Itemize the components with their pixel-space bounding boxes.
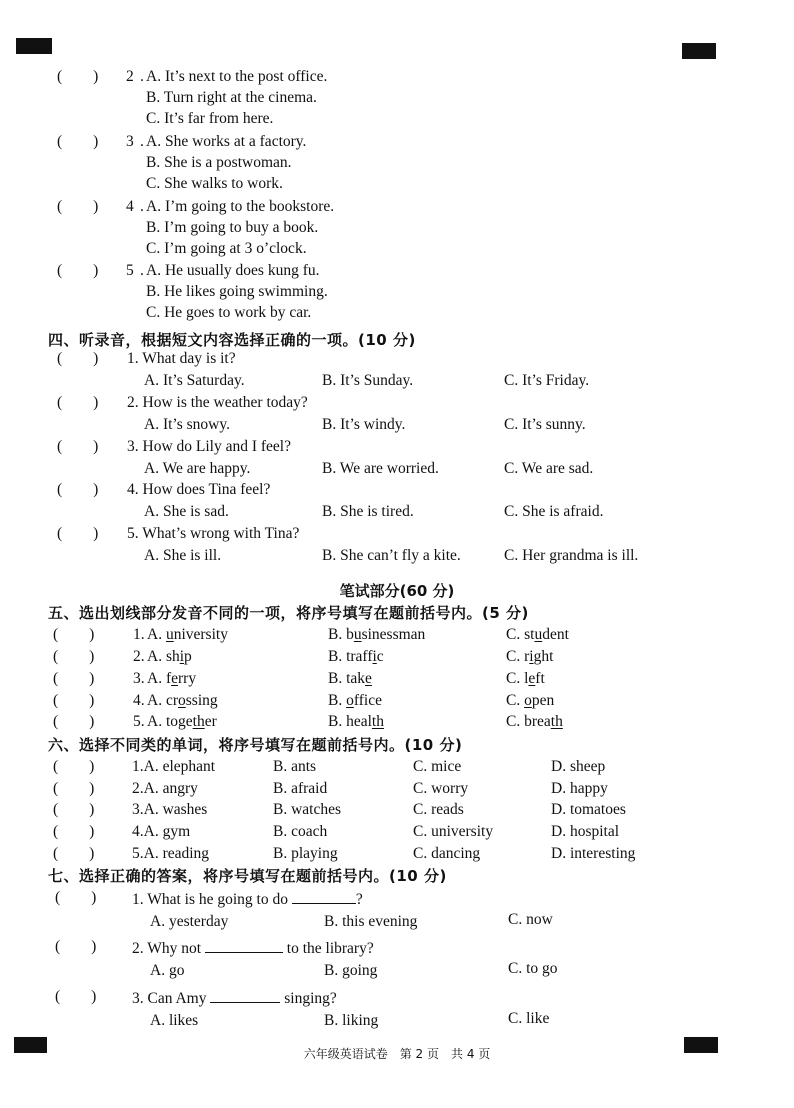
registration-mark-top-right <box>682 43 716 59</box>
option-c: C. student <box>506 626 569 643</box>
option-c: C. It’s far from here. <box>146 110 274 127</box>
option-b: B. She is a postwoman. <box>146 154 292 171</box>
answer-bracket[interactable]: ( ) <box>53 648 95 665</box>
option-a: . <box>140 68 144 85</box>
option-c: C. We are sad. <box>504 460 594 477</box>
question-stem: 1. What is he going to do <box>132 891 288 908</box>
option-b: B. liking <box>324 1012 379 1029</box>
option-a: A. likes <box>150 1012 199 1029</box>
option-a: A. He usually does kung fu. <box>146 262 320 279</box>
answer-bracket[interactable]: ( ) <box>57 350 99 367</box>
option-b: B. businessman <box>328 626 426 643</box>
question-stem-end: to the library? <box>286 940 374 957</box>
option-a: A. go <box>150 962 185 979</box>
question-stem-end: ? <box>355 891 363 908</box>
option-a: A. It’s next to the post office. <box>146 68 328 85</box>
question-text: 3. How do Lily and I feel? <box>127 438 291 455</box>
option-a: 1.A. elephant <box>132 758 216 775</box>
option-a: . <box>140 262 144 279</box>
question-text <box>132 988 337 1008</box>
option-a: A. It’s snowy. <box>144 416 230 433</box>
question-number: 4 <box>126 198 134 215</box>
option-c: C. right <box>506 648 554 665</box>
option-a: 5.A. reading <box>132 845 210 862</box>
answer-bracket[interactable]: ( ) <box>53 823 95 840</box>
answer-bracket[interactable]: ( ) <box>57 525 99 542</box>
option-a: A. It’s Saturday. <box>144 372 245 389</box>
answer-blank[interactable] <box>292 889 356 904</box>
question-number: 5. <box>133 713 145 730</box>
option-c: C. It’s Friday. <box>504 372 590 389</box>
option-c: C. dancing <box>413 845 481 862</box>
answer-blank[interactable] <box>210 988 280 1003</box>
option-d: D. sheep <box>551 758 606 775</box>
option-a: A. She is sad. <box>144 503 229 520</box>
option-d: D. tomatoes <box>551 801 626 818</box>
option-b: B. ants <box>273 758 317 775</box>
option-a: A. ship <box>147 648 192 665</box>
option-b: B. watches <box>273 801 342 818</box>
option-b: B. She can’t fly a kite. <box>322 547 461 564</box>
written-part-title: 笔试部分(60 分) <box>339 582 455 600</box>
option-b: B. this evening <box>324 913 418 930</box>
question-text <box>132 889 363 909</box>
answer-bracket[interactable]: ( ) <box>53 801 95 818</box>
answer-bracket[interactable]: ( ) <box>55 889 97 906</box>
option-b: B. afraid <box>273 780 328 797</box>
option-c: C. worry <box>413 780 469 797</box>
option-a: A. ferry <box>147 670 197 687</box>
option-b: B. It’s Sunday. <box>322 372 414 389</box>
option-c: C. He goes to work by car. <box>146 304 312 321</box>
question-text: 2. How is the weather today? <box>127 394 308 411</box>
option-b: B. office <box>328 692 382 709</box>
option-c: C. left <box>506 670 545 687</box>
option-a: 2.A. angry <box>132 780 198 797</box>
question-number: 2 <box>126 68 134 85</box>
option-a: A. yesterday <box>150 913 229 930</box>
section-7-title: 七、选择正确的答案，将序号填写在题前括号内。(10 分) <box>48 867 447 885</box>
answer-bracket[interactable]: ( ) <box>53 845 95 862</box>
option-c: C. university <box>413 823 494 840</box>
answer-bracket[interactable]: ( ) <box>57 481 99 498</box>
question-stem-end: singing? <box>284 990 337 1007</box>
answer-bracket[interactable]: ( ) <box>53 626 95 643</box>
registration-mark-top-left <box>16 38 52 54</box>
option-c: C. Her grandma is ill. <box>504 547 639 564</box>
answer-bracket[interactable]: ( ) <box>57 68 99 85</box>
option-a: . <box>140 133 144 150</box>
option-b: B. She is tired. <box>322 503 414 520</box>
section-5-title: 五、选出划线部分发音不同的一项，将序号填写在题前括号内。(5 分) <box>48 604 529 622</box>
option-a: A. She is ill. <box>144 547 222 564</box>
option-b: B. traffic <box>328 648 384 665</box>
option-c: C. to go <box>508 960 558 977</box>
option-a: A. I’m going to the bookstore. <box>146 198 335 215</box>
answer-bracket[interactable]: ( ) <box>57 438 99 455</box>
answer-bracket[interactable]: ( ) <box>53 713 95 730</box>
question-text: 1. What day is it? <box>127 350 236 367</box>
option-b: B. going <box>324 962 378 979</box>
option-a: A. We are happy. <box>144 460 251 477</box>
answer-blank[interactable] <box>205 938 283 953</box>
option-c: C. breath <box>506 713 563 730</box>
answer-bracket[interactable]: ( ) <box>57 198 99 215</box>
option-b: B. He likes going swimming. <box>146 283 328 300</box>
answer-bracket[interactable]: ( ) <box>57 394 99 411</box>
question-number: 5 <box>126 262 134 279</box>
option-c: C. reads <box>413 801 464 818</box>
option-a: A. together <box>147 713 217 730</box>
option-a: . <box>140 198 144 215</box>
option-c: C. I’m going at 3 o’clock. <box>146 240 307 257</box>
question-number: 3 <box>126 133 134 150</box>
page-footer: 六年级英语试卷 第 2 页 共 4 页 <box>303 1047 491 1061</box>
answer-bracket[interactable]: ( ) <box>53 692 95 709</box>
option-b: B. playing <box>273 845 338 862</box>
option-b: B. We are worried. <box>322 460 439 477</box>
option-c: C. open <box>506 692 555 709</box>
question-number: 3. <box>133 670 145 687</box>
question-stem: 3. Can Amy <box>132 990 207 1007</box>
answer-bracket[interactable]: ( ) <box>57 262 99 279</box>
question-text: 5. What’s wrong with Tina? <box>127 525 300 542</box>
option-c: C. It’s sunny. <box>504 416 586 433</box>
answer-bracket[interactable]: ( ) <box>53 758 95 775</box>
question-number: 4. <box>133 692 145 709</box>
option-a: A. crossing <box>147 692 218 709</box>
question-number: 1. <box>133 626 145 643</box>
option-a: A. She works at a factory. <box>146 133 307 150</box>
option-c: C. mice <box>413 758 462 775</box>
option-b: B. It’s windy. <box>322 416 406 433</box>
option-d: D. interesting <box>551 845 636 862</box>
answer-bracket[interactable]: ( ) <box>53 670 95 687</box>
option-b: B. I’m going to buy a book. <box>146 219 319 236</box>
question-number: 2. <box>133 648 145 665</box>
answer-bracket[interactable]: ( ) <box>53 780 95 797</box>
answer-bracket[interactable]: ( ) <box>55 988 97 1005</box>
question-text: 4. How does Tina feel? <box>127 481 271 498</box>
section-4-title: 四、听录音，根据短文内容选择正确的一项。(10 分) <box>48 331 416 349</box>
option-b: B. health <box>328 713 384 730</box>
option-a: 4.A. gym <box>132 823 191 840</box>
option-b: B. coach <box>273 823 328 840</box>
option-b: B. Turn right at the cinema. <box>146 89 317 106</box>
option-d: D. happy <box>551 780 608 797</box>
option-c: C. She walks to work. <box>146 175 283 192</box>
option-a: A. university <box>147 626 228 643</box>
answer-bracket[interactable]: ( ) <box>57 133 99 150</box>
option-b: B. take <box>328 670 372 687</box>
answer-bracket[interactable]: ( ) <box>55 938 97 955</box>
option-c: C. now <box>508 911 553 928</box>
question-stem: 2. Why not <box>132 940 202 957</box>
option-a: 3.A. washes <box>132 801 208 818</box>
option-c: C. She is afraid. <box>504 503 604 520</box>
question-text <box>132 938 374 958</box>
section-6-title: 六、选择不同类的单词，将序号填写在题前括号内。(10 分) <box>48 736 463 754</box>
option-d: D. hospital <box>551 823 620 840</box>
option-c: C. like <box>508 1010 550 1027</box>
